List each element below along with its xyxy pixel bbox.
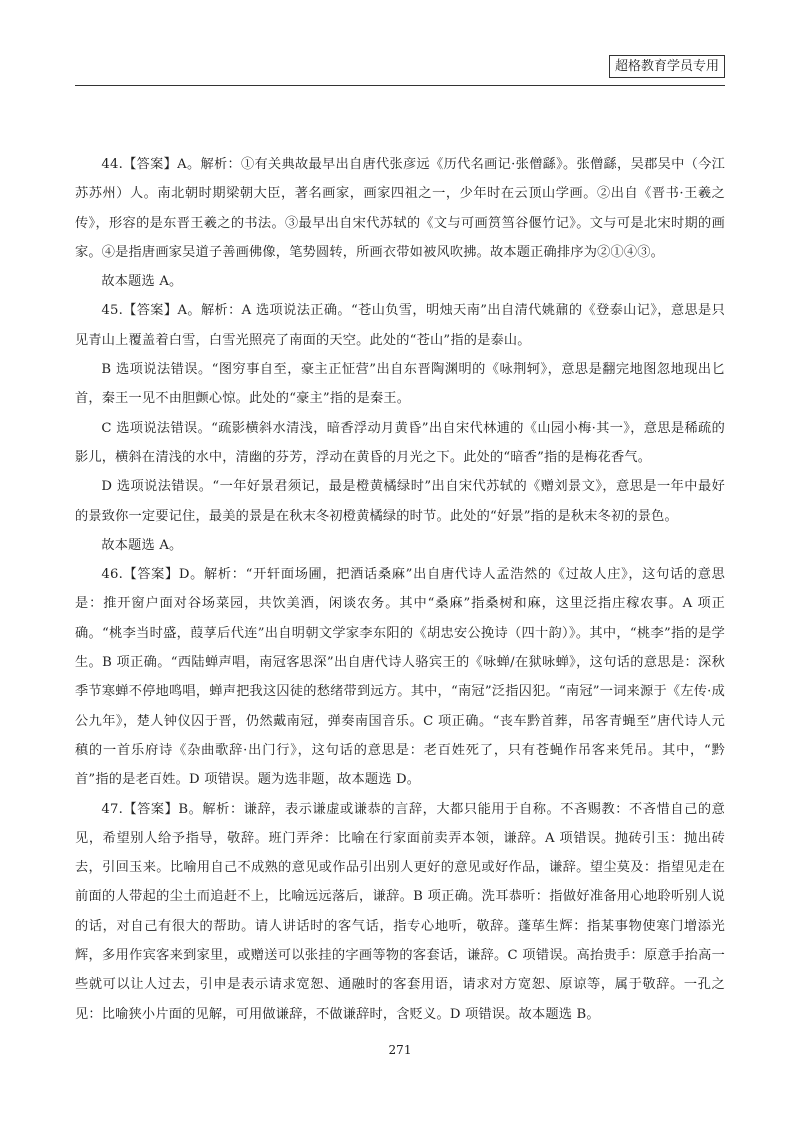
answer-45-conclusion: 故本题选 A。 [101, 537, 183, 553]
answer-content [75, 150, 725, 1029]
header-rule [75, 85, 725, 86]
answer-47: 47.【答案】B。解析：谦辞，表示谦虚或谦恭的言辞，大都只能用于自称。不吝赐教：不吝惜自己的意见，希望别人给予指导，敬辞。班门弄斧：比喻在行家面前卖弄本领，谦辞。A 项错误。抛砖引玉：抛出砖去，引回玉来。比喻用自己不成熟的意见或作品引出别人更好的意见或好作品，谦辞。望尘莫及：指望见走在前面的人带起的尘土而追赶不上，比喻远远落后，谦辞。B 项正确。洗耳恭听：指做好准备用心地聆听别人说的话，对自己有很大的帮助。请人讲话时的客气话，指专心地听，敬辞。蓬荜生辉：指某事物使寒门增添光辉，多用作宾客来到家里，或赠送可以张挂的字画等物的客套话，谦辞。C 项错误。高抬贵手：原意手抬高一些就可以让人过去，引申是表示请求宽恕、通融时的客套用语，请求对方宽恕、原谅等，属于敬辞。一孔之见：比喻狭小片面的见解，可用做谦辞，不做谦辞时，含贬义。D 项错误。故本题选 B。 [75, 801, 725, 1022]
answer-45-option-d: D 选项说法错误。“一年好景君须记，最是橙黄橘绿时”出自宋代苏轼的《赠刘景文》，意思是一年中最好的景致你一定要记住，最美的景是在秋末冬初橙黄橘绿的时节。此处的“好景”指的是秋末冬初的景色。 [75, 479, 725, 524]
answer-44: 44.【答案】A。解析：①有关典故最早出自唐代张彦远《历代名画记·张僧繇》。张僧繇，吴郡吴中（今江苏苏州）人。南北朝时期梁朝大臣，著名画家，画家四祖之一，少年时在云顶山学画。②出自《晋书·王羲之传》，形容的是东晋王羲之的书法。③最早出自宋代苏轼的《文与可画筼筜谷偃竹记》。文与可是北宋时期的画家。④是指唐画家吴道子善画佛像，笔势圆转，所画衣带如被风吹拂。故本题正确排序为②①④③。 [75, 157, 725, 260]
answer-45-option-c: C 选项说法错误。“疏影横斜水清浅，暗香浮动月黄昏”出自宋代林逋的《山园小梅·其一》，意思是稀疏的影儿，横斜在清浅的水中，清幽的芬芳，浮动在黄昏的月光之下。此处的“暗香”指的是梅花香气。 [75, 420, 725, 465]
answer-44-conclusion: 故本题选 A。 [101, 274, 183, 290]
header-tag: 超格教育学员专用 [609, 55, 725, 78]
answer-45: 45.【答案】A。解析：A 选项说法正确。“苍山负雪，明烛天南”出自清代姚鼐的《登泰山记》，意思是只见青山上覆盖着白雪，白雪光照亮了南面的天空。此处的“苍山”指的是泰山。 [75, 303, 725, 348]
answer-45-option-b: B 选项说法错误。“图穷事自至，豪主正怔营”出自东晋陶渊明的《咏荆轲》，意思是翻完地图忽地现出匕首，秦王一见不由胆颤心惊。此处的“豪主”指的是秦王。 [75, 362, 725, 407]
page-number: 271 [388, 1043, 412, 1057]
answer-46: 46.【答案】D。解析：“开轩面场圃，把酒话桑麻”出自唐代诗人孟浩然的《过故人庄》，这句话的意思是：推开窗户面对谷场菜园，共饮美酒，闲谈农务。其中“桑麻”指桑树和麻，这里泛指庄稼农事。A 项正确。“桃李当时盛，葭莩后代连”出自明朝文学家李东阳的《胡忠安公挽诗（四十韵）》。其中，“桃李”指的是学生。B 项正确。“西陆蝉声唱，南冠客思深”出自唐代诗人骆宾王的《咏蝉/在狱咏蝉》，这句话的意思是：深秋季节寒蝉不停地鸣唱，蝉声把我这囚徒的愁绪带到远方。其中，“南冠”泛指囚犯。“南冠”一词来源于《左传·成公九年》，楚人钟仪囚于晋，仍然戴南冠，弹奏南国音乐。C 项正确。“丧车黔首葬，吊客青蝇至”唐代诗人元稹的一首乐府诗《杂曲歌辞·出门行》，这句话的意思是：老百姓死了，只有苍蝇作吊客来凭吊。其中，“黔首”指的是老百姓。D 项错误。题为选非题，故本题选 D。 [75, 567, 725, 788]
